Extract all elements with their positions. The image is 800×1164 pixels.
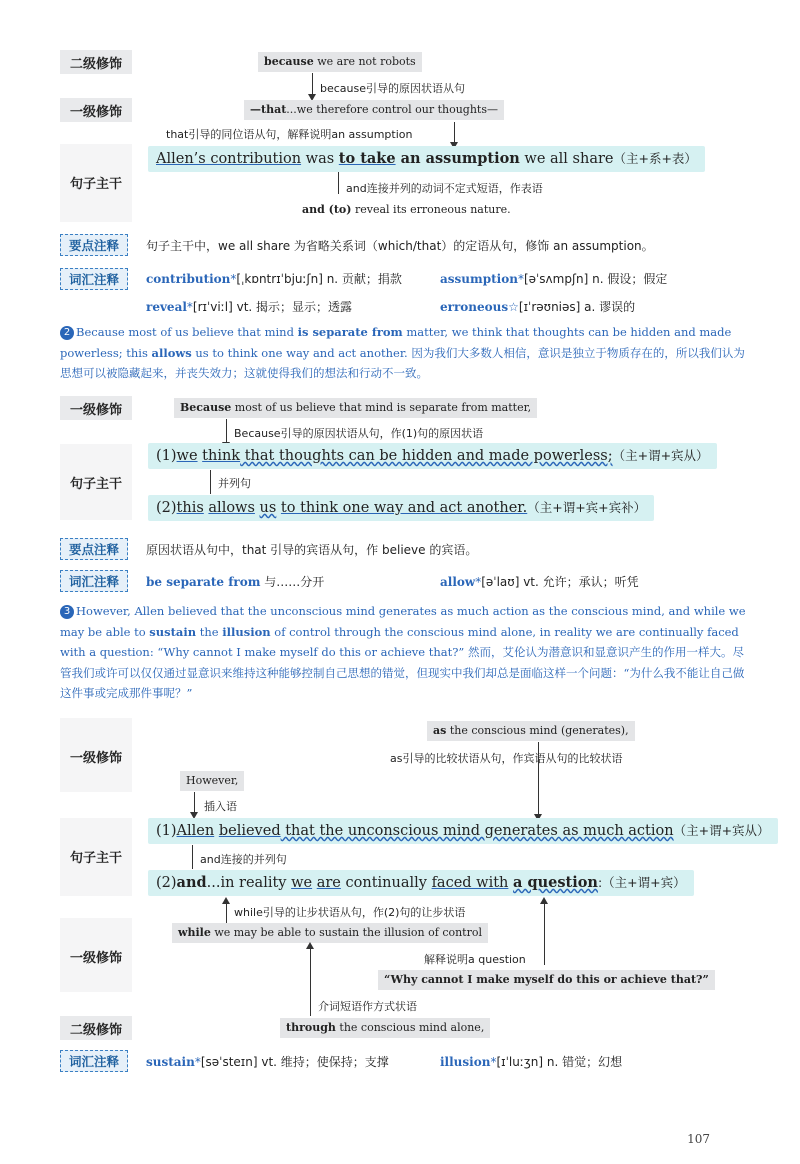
while-note: while引导的让步状语从句，作(2)句的让步状语	[234, 906, 466, 919]
key-note-1: 句子主干中，we all share 为省略关系词（which/that）的定语从句，修饰 an assumption。	[146, 239, 654, 253]
label-first-level: 一级修饰	[60, 98, 132, 122]
and-clause: and (to) reveal its erroneous nature.	[302, 203, 511, 216]
and-note-1: and连接并列的动词不定式短语，作表语	[346, 182, 543, 195]
page-number: 107	[687, 1132, 710, 1146]
and-note-3: and连接的并列句	[200, 853, 287, 866]
however: However,	[180, 771, 244, 791]
while-clause: while we may be able to sustain the illusion of control	[172, 923, 488, 943]
main-clause-1: Allen’s contribution was to take an assumption we all share（主+系+表）	[148, 146, 705, 172]
because-clause-2: Because most of us believe that mind is separate from matter,	[174, 398, 537, 418]
main-clause-3a: (1)Allen believed that the unconscious mind generates as much action（主+谓+宾从）	[148, 818, 778, 844]
label-main-2: 句子主干	[69, 476, 122, 492]
label-second-level: 二级修饰	[60, 50, 132, 74]
tag-key-1: 要点注释	[60, 234, 128, 256]
because-note-2: Because引导的原因状语从句，作(1)句的原因状语	[234, 427, 484, 440]
tag-vocab-2: 词汇注释	[60, 570, 128, 592]
that-clause: —that...we therefore control our thoughts—	[244, 100, 504, 120]
as-note: as引导的比较状语从句，作宾语从句的比较状语	[390, 752, 623, 765]
label-first-level-2: 一级修饰	[60, 396, 132, 420]
as-clause: as the conscious mind (generates),	[427, 721, 635, 741]
prep-note: 介词短语作方式状语	[318, 1000, 417, 1013]
tag-vocab-3: 词汇注释	[60, 1050, 128, 1072]
label-first-level-3: 一级修饰	[69, 750, 122, 766]
parallel-note: 并列句	[218, 477, 251, 490]
main-clause-2a: (1)we think that thoughts can be hidden and made powerless;（主+谓+宾从）	[148, 443, 717, 469]
because-note: because引导的原因状语从句	[320, 82, 466, 95]
through-clause: through the conscious mind alone,	[280, 1018, 490, 1038]
label-first-level-4: 一级修饰	[69, 950, 122, 966]
that-note: that引导的同位语从句，解释说明an assumption	[166, 128, 413, 141]
explain-note: 解释说明a question	[424, 953, 526, 966]
because-clause: because we are not robots	[258, 52, 422, 72]
paragraph-3: 3 However, Allen believed that the unconscious mind generates as much action as the conscious mind, and while we may be able to sustain the illusion of control through the conscious mind alone, in reality we are continually faced with a question: “Why cannot I make myself do this or achieve that?” 然而，艾伦认为潜意识和显意识产生的作用一样大。尽管我们或许可以仅仅通过显意识来维持这种能够控制自己思想的错觉，但现实中我们却总是面临这样一个问题：“为什么我不能让自己做这件事或完成那件事呢？”	[60, 604, 746, 700]
label-main-3: 句子主干	[69, 850, 122, 866]
tag-key-2: 要点注释	[60, 538, 128, 560]
question-quote: “Why cannot I make myself do this or achieve that?”	[378, 970, 715, 990]
label-main-1: 句子主干	[69, 176, 122, 192]
label-second-level-2: 二级修饰	[60, 1016, 132, 1040]
tag-vocab-1: 词汇注释	[60, 268, 128, 290]
key-note-2: 原因状语从句中，that 引导的宾语从句，作 believe 的宾语。	[146, 543, 478, 557]
main-clause-3b: (2)and...in reality we are continually faced with a question:（主+谓+宾）	[148, 870, 694, 896]
main-clause-2b: (2)this allows us to think one way and act another.（主+谓+宾+宾补）	[148, 495, 654, 521]
paragraph-2: 2 Because most of us believe that mind is separate from matter, we think that thoughts can be hidden and made powerless; this allows us to think one way and act another. 因为我们大多数人相信，意识是独立于物质存在的，所以我们认为思想可以被隐藏起来，并丧失效力；这就使得我们的想法和行动不一致。	[60, 325, 745, 380]
insert-note: 插入语	[204, 800, 237, 813]
